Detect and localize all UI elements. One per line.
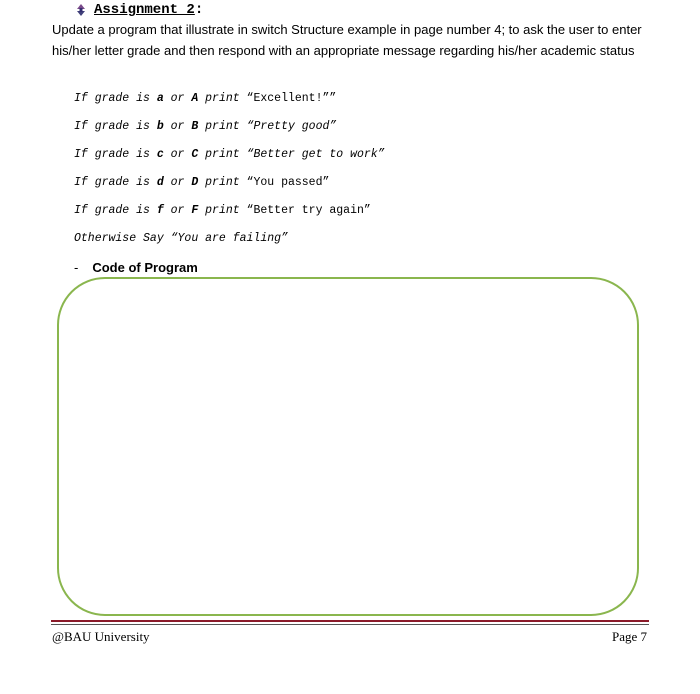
assignment-colon: : bbox=[194, 2, 204, 18]
assignment-heading bbox=[74, 2, 203, 18]
grade-rule: If grade is f or F print “Better try again” bbox=[74, 204, 371, 217]
footer-page-number: Page 7 bbox=[611, 629, 647, 644]
assignment-description: Update a program that illustrate in switch Structure example in page number 4; to ask the user to enter his/her letter grade and then respond with an appropriate message regarding his/her academic status bbox=[52, 22, 642, 58]
footer-university: @BAU University bbox=[52, 629, 150, 644]
assignment-title: Assignment 2 bbox=[94, 2, 195, 18]
code-section-heading bbox=[74, 260, 198, 275]
footer-rule bbox=[51, 620, 649, 622]
grade-rule: If grade is d or D print “You passed” bbox=[74, 176, 330, 189]
otherwise-rule: Otherwise Say “You are failing” bbox=[74, 232, 288, 245]
grade-rule: If grade is a or A print “Excellent!”” bbox=[74, 92, 337, 105]
code-section-label: Code of Program bbox=[92, 260, 198, 275]
arrow-bullet-icon bbox=[74, 3, 88, 17]
grade-rule: If grade is c or C print “Better get to work” bbox=[74, 148, 385, 161]
grade-rule: If grade is b or B print “Pretty good” bbox=[74, 120, 337, 133]
footer-rule-thin bbox=[51, 624, 649, 625]
code-answer-box[interactable] bbox=[57, 277, 639, 616]
list-dash: - bbox=[74, 260, 79, 275]
